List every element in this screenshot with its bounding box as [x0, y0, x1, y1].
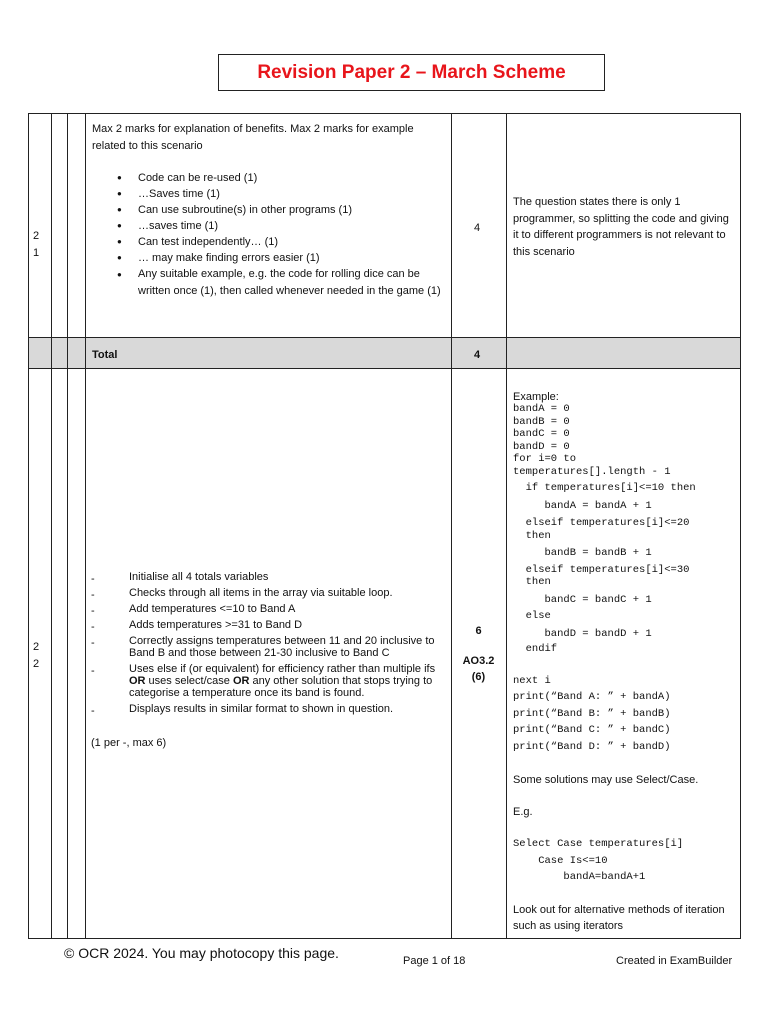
- table-right-border: [740, 113, 741, 939]
- list-item: ● Can use subroutine(s) in other programs (1): [92, 202, 444, 218]
- total-row-shading: [28, 338, 740, 368]
- guidance-note: Look out for alternative methods of iteration such as using iterators: [513, 903, 725, 932]
- code-snippet: bandC = bandC + 1: [513, 593, 652, 606]
- list-item: ● Can test independently… (1): [92, 234, 444, 250]
- code-snippet: elseif temperatures[i]<=30 then: [525, 563, 690, 588]
- q22-guidance: [513, 391, 738, 934]
- list-item: - Correctly assigns temperatures between 11 and 20 inclusive to Band B and those between 21-30 inclusive to Band C: [91, 635, 443, 659]
- table-bottom-border: [28, 938, 741, 939]
- list-item: - Add temperatures <=10 to Band A: [91, 603, 443, 615]
- list-item: ● … may make finding errors easier (1): [92, 250, 444, 266]
- q21-answer: [92, 121, 444, 300]
- point-text: any other solution that stops trying to categorise a temperature once its band is found.: [129, 675, 433, 699]
- q22-marks: 6: [475, 625, 482, 637]
- column-divider: [51, 113, 52, 939]
- total-marks: 4: [474, 349, 481, 361]
- point-text: Uses else if (or equivalent) for efficiency rather than multiple ifs: [129, 663, 436, 675]
- q22-marks-cell: [451, 623, 506, 685]
- footer-page-number: Page 1 of 18: [403, 955, 466, 967]
- q22-points: [91, 571, 443, 715]
- list-item: - Adds temperatures >=31 to Band D: [91, 619, 443, 631]
- row-divider: [28, 337, 741, 338]
- list-item: ● …Saves time (1): [92, 186, 444, 202]
- list-item: ● Any suitable example, e.g. the code for rolling dice can be written once (1), then called whenever needed in the game (1): [92, 266, 444, 300]
- guidance-note: Some solutions may use Select/Case.: [513, 774, 699, 786]
- question-number-part: 1: [33, 247, 40, 259]
- question-number: [33, 228, 39, 262]
- code-snippet: bandA = bandA + 1: [513, 499, 652, 512]
- point-text: uses select/case: [145, 675, 233, 687]
- footer-copyright: © OCR 2024. You may photocopy this page.: [64, 945, 339, 961]
- list-item: - Checks through all items in the array via suitable loop.: [91, 587, 443, 599]
- column-divider: [451, 113, 452, 939]
- list-item: ● Code can be re-used (1): [92, 170, 444, 186]
- column-divider: [67, 113, 68, 939]
- question-number-part: 2: [33, 641, 40, 653]
- column-divider: [85, 113, 86, 939]
- q22-answer: [91, 571, 443, 751]
- q21-guidance: The question states there is only 1 programmer, so splitting the code and giving it to different programmers is not relevant to this scenario: [513, 196, 729, 258]
- list-item: [91, 663, 443, 699]
- or-keyword: OR: [129, 675, 146, 687]
- example-label: Example:: [513, 391, 559, 403]
- list-item: - Initialise all 4 totals variables: [91, 571, 443, 583]
- column-divider: [506, 113, 507, 939]
- table-top-border: [28, 113, 741, 114]
- q21-points: [92, 170, 444, 300]
- page-title: Revision Paper 2 – March Scheme: [257, 61, 566, 83]
- code-snippet: endif: [513, 643, 558, 655]
- or-keyword: OR: [232, 675, 250, 687]
- column-divider: [28, 113, 29, 939]
- marking-rule: (1 per -, max 6): [91, 737, 167, 749]
- code-snippet: elseif temperatures[i]<=20 then: [525, 517, 690, 542]
- question-number-part: 2: [33, 230, 40, 242]
- total-label: Total: [92, 349, 118, 361]
- code-snippet: next i print(“Band A: ” + bandA) print(“Band B: ” + bandB) print(“Band C: ” + bandC) print(“Band D: ” + bandD): [513, 674, 671, 753]
- guidance-note: E.g.: [513, 806, 533, 818]
- row-divider: [28, 368, 741, 369]
- title-box: [218, 54, 605, 91]
- q21-intro: Max 2 marks for explanation of benefits. Max 2 marks for example related to this scenario: [92, 123, 414, 152]
- code-snippet: Select Case temperatures[i] Case Is<=10 bandA=bandA+1: [513, 838, 684, 883]
- q21-marks: 4: [474, 222, 481, 234]
- footer-created: Created in ExamBuilder: [616, 955, 733, 967]
- list-item: ● …saves time (1): [92, 218, 444, 234]
- list-item: - Displays results in similar format to shown in question.: [91, 703, 443, 715]
- code-snippet: bandA = 0 bandB = 0 bandC = 0 bandD = 0 for i=0 to temperatures[].length - 1: [513, 403, 671, 478]
- question-number: [33, 639, 39, 673]
- assessment-objective: AO3.2: [462, 655, 495, 667]
- assessment-objective-marks: (6): [471, 671, 486, 683]
- code-snippet: bandD = bandD + 1: [513, 627, 652, 640]
- code-snippet: if temperatures[i]<=10 then: [513, 482, 696, 494]
- code-snippet: bandB = bandB + 1: [513, 547, 652, 559]
- question-number-part: 2: [33, 658, 40, 670]
- code-snippet: else: [513, 610, 551, 622]
